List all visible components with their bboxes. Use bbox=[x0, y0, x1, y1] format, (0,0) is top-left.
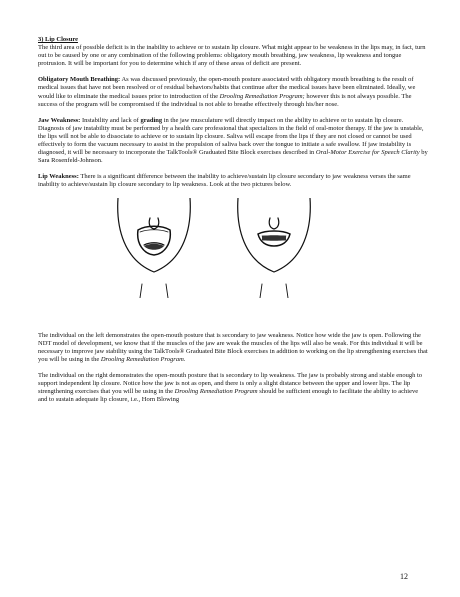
page-number: 12 bbox=[400, 572, 408, 581]
right-description-paragraph bbox=[38, 372, 428, 404]
lip-weakness-illustration bbox=[234, 198, 314, 298]
obligatory-text-1: As was discussed previously, the open-mouth posture associated with obligatory mouth breathing is the result of medical issues that have not been resolved or of residual behaviors/habits that continue after the medical issues have been eliminated. Ideally, we would like to eliminate the medical issues prior to introduction of the bbox=[38, 76, 416, 100]
jaw-text-3: by Sara Rosenfeld-Johnson. bbox=[38, 149, 428, 165]
right-desc-text-2: should be sufficient enough to facilitate the ability to achieve and to sustain adequate lip closure, i.e., Horn Blowing bbox=[38, 388, 419, 404]
left-desc-program-title: Drooling Remediation Program. bbox=[100, 355, 186, 363]
section-heading: 3) Lip Closure bbox=[38, 36, 78, 43]
left-desc-text: The individual on the left demonstrates the open-mouth posture that is secondary to jaw weakness. Notice how wide the jaw is open. Following the NDT model of development, we know that if the muscles of the jaw are weak the muscles of the lips will also be weak. For this individual it will be necessary to improve jaw stability using the TalkTools® Graduated Bite Block exercises in addition to working on the lip strengthening exercises that you will be using in the bbox=[38, 331, 428, 363]
jaw-text-2: in the jaw musculature will directly impact on the ability to achieve or to sustain lip closure. Diagnosis of jaw instability must be performed by a health care professional that specializes in the field of oral-motor therapy. If the jaw is unstable, the lips will not be able to dissociate to achieve or to sustain lip closure. Saliva will escape from the lips if they are not closed or cannot be used effectively to form the vacuum necessary to assist in the propulsion of saliva back over the tongue to initiate a safe swallow. If jaw instability is diagnosed, it will be necessary to incorporate the TalkTools® Graduated Bite Block exercises described in bbox=[38, 116, 424, 157]
obligatory-text-2: however this is not always possible. The success of the program will be compromised if the individual is not able to breathe effectively through his/her nose. bbox=[38, 92, 412, 108]
obligatory-lead: Obligatory Mouth Breathing: bbox=[38, 76, 121, 84]
figures-row bbox=[38, 198, 428, 298]
jaw-weakness-illustration bbox=[114, 198, 194, 298]
jaw-paragraph bbox=[38, 117, 428, 166]
jaw-grading: grading bbox=[140, 116, 163, 124]
intro-text: The third area of possible deficit is in the inability to achieve or to sustain lip closure. What might appear to be weakness in the lips may, in fact, turn out to be caused by one or any combination of the following problems: obligatory mouth breathing, jaw weakness, lip weakness and tongue protrusion. It will be important for you to determine which if any of these areas of deficit are present. bbox=[38, 44, 426, 68]
left-description-paragraph bbox=[38, 332, 428, 364]
page-content bbox=[38, 36, 428, 412]
obligatory-paragraph bbox=[38, 76, 428, 108]
jaw-lead: Jaw Weakness: bbox=[38, 116, 81, 124]
right-desc-program-title: Drooling Remediation Program bbox=[174, 388, 258, 396]
jaw-text-1: Instability and lack of bbox=[80, 116, 141, 124]
jaw-book-title: Oral-Motor Exercise for Speech Clarity bbox=[315, 149, 420, 157]
lip-text: There is a significant difference between the inability to achieve/sustain lip closure secondary to jaw weakness verses the same inability to achieve/sustain lip closure secondary to lip weakness. Look at the two pictures below. bbox=[38, 173, 411, 189]
lip-lead: Lip Weakness: bbox=[38, 173, 79, 181]
right-desc-text-1: The individual on the right demonstrates the open-mouth posture that is secondary to lip weakness. The jaw is probably strong and stable enough to support independent lip closure. Notice how the jaw is not as open, and there is only a slight distance between the upper and lower lips. The lip strengthening exercises that you will be using in the bbox=[38, 371, 423, 396]
obligatory-program-title: Drooling Remediation Program; bbox=[219, 92, 305, 100]
lip-paragraph bbox=[38, 173, 428, 189]
section-intro bbox=[38, 36, 428, 68]
